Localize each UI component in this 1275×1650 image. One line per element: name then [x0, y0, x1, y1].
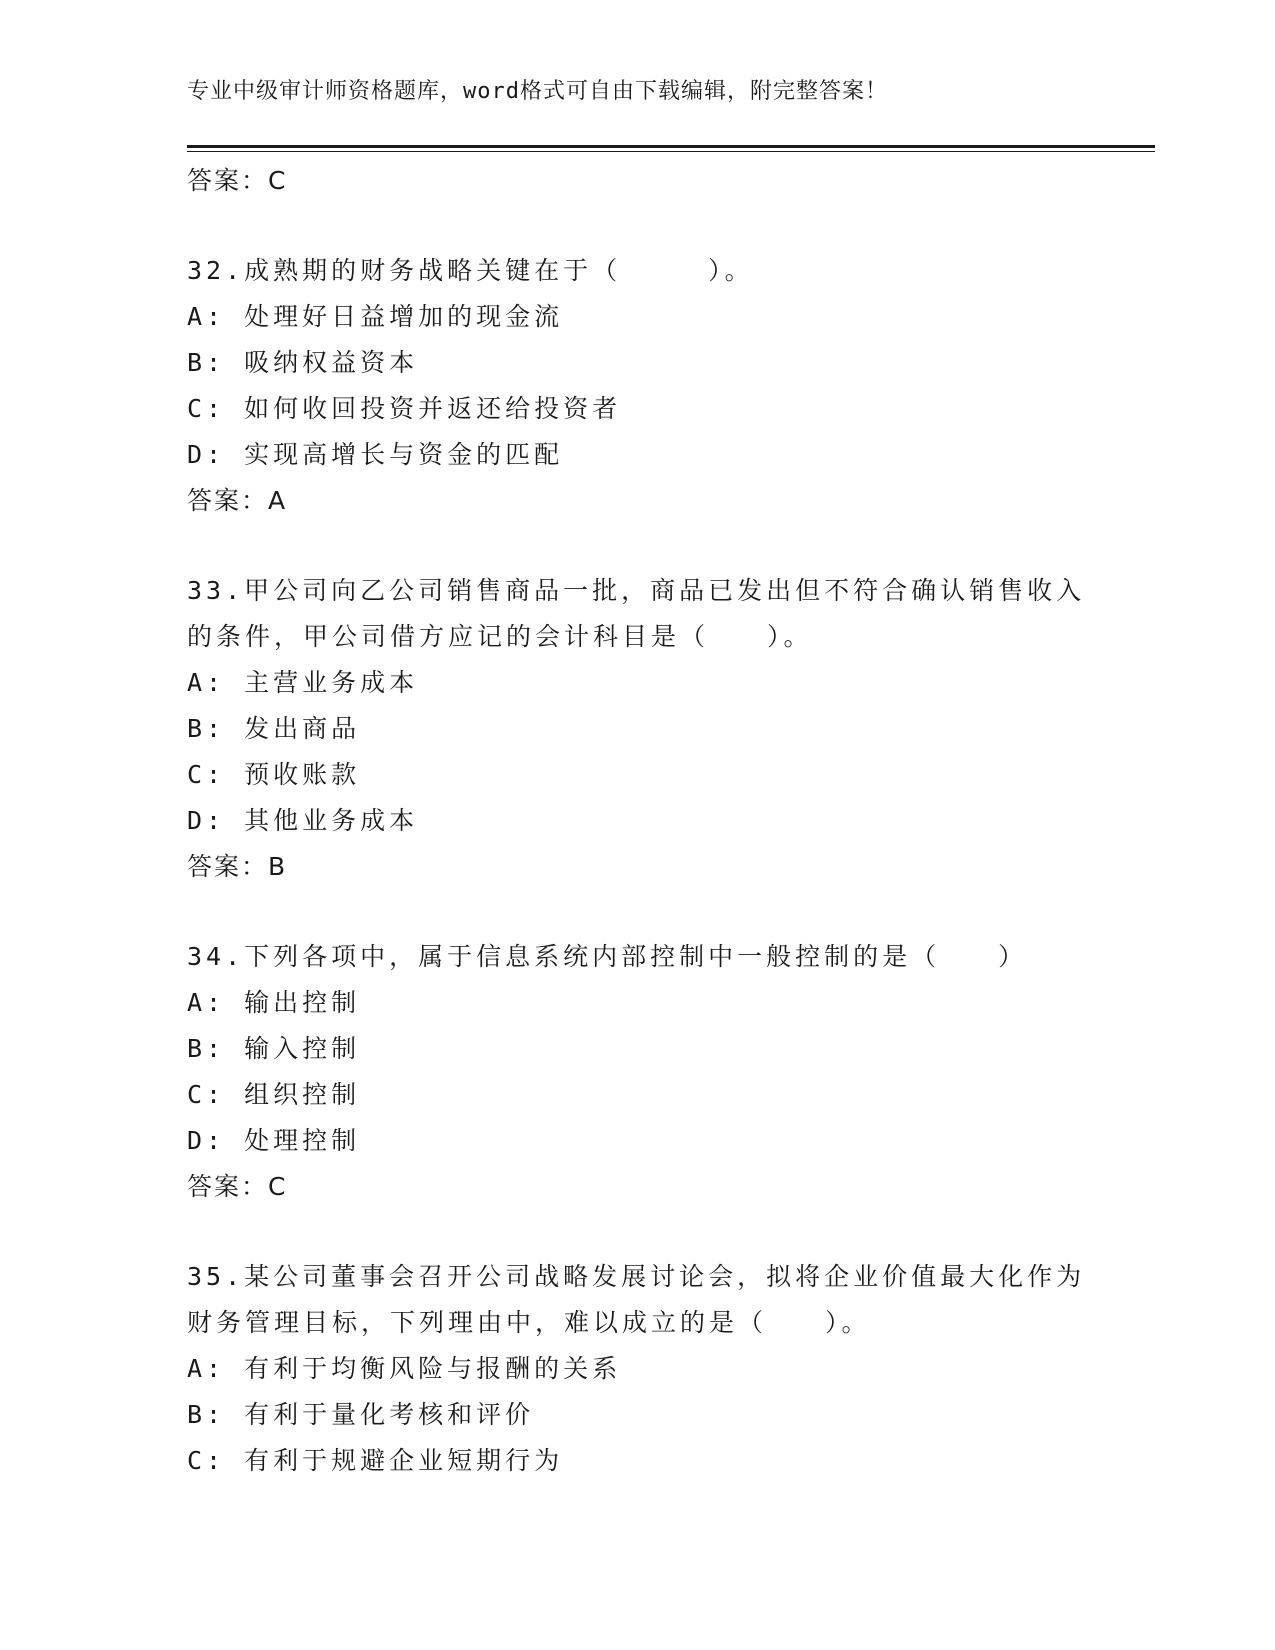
- question-34: [187, 934, 1107, 1210]
- question-stem-line: 的条件，甲公司借方应记的会计科目是（ ）。: [187, 622, 813, 651]
- option-c: C: 预收账款: [187, 760, 361, 789]
- option-c: C: 有利于规避企业短期行为: [187, 1446, 564, 1475]
- answer-line: 答案：A: [187, 486, 288, 515]
- option-d: D: 处理控制: [187, 1126, 361, 1155]
- option-b: B: 输入控制: [187, 1034, 361, 1063]
- option-b: B: 发出商品: [187, 714, 361, 743]
- question-stem: [187, 934, 1107, 980]
- header-divider-thick: [187, 145, 1155, 148]
- option-c: C: 如何收回投资并返还给投资者: [187, 394, 622, 423]
- question-32: [187, 248, 1107, 524]
- question-stem-line: 32.成熟期的财务战略关键在于（ ）。: [187, 256, 754, 285]
- answer-line: 答案：C: [187, 1172, 288, 1201]
- question-stem: [187, 568, 1107, 660]
- question-stem-line: 财务管理目标，下列理由中，难以成立的是（ ）。: [187, 1308, 871, 1337]
- option-b: B: 有利于量化考核和评价: [187, 1400, 535, 1429]
- answer-line: 答案：C: [187, 166, 288, 195]
- option-c: C: 组织控制: [187, 1080, 361, 1109]
- header-text: 专业中级审计师资格题库，word格式可自由下载编辑，附完整答案！: [187, 79, 888, 104]
- option-a: A: 处理好日益增加的现金流: [187, 302, 564, 331]
- question-list: [187, 158, 1107, 1528]
- header-divider-thin: [187, 151, 1155, 152]
- question-33: [187, 568, 1107, 890]
- option-a: A: 输出控制: [187, 988, 361, 1017]
- answer-line: 答案：B: [187, 852, 288, 881]
- question-stem-line: 35.某公司董事会召开公司战略发展讨论会，拟将企业价值最大化作为: [187, 1262, 1086, 1291]
- option-d: D: 实现高增长与资金的匹配: [187, 440, 564, 469]
- option-a: A: 有利于均衡风险与报酬的关系: [187, 1354, 622, 1383]
- question-stem-line: 34.下列各项中，属于信息系统内部控制中一般控制的是（ ）: [187, 942, 1028, 971]
- question-stem: [187, 248, 1107, 294]
- question-stem: [187, 1254, 1107, 1346]
- option-b: B: 吸纳权益资本: [187, 348, 419, 377]
- question-stem-line: 33.甲公司向乙公司销售商品一批，商品已发出但不符合确认销售收入: [187, 576, 1086, 605]
- question-35: [187, 1254, 1107, 1484]
- option-d: D: 其他业务成本: [187, 806, 419, 835]
- option-a: A: 主营业务成本: [187, 668, 419, 697]
